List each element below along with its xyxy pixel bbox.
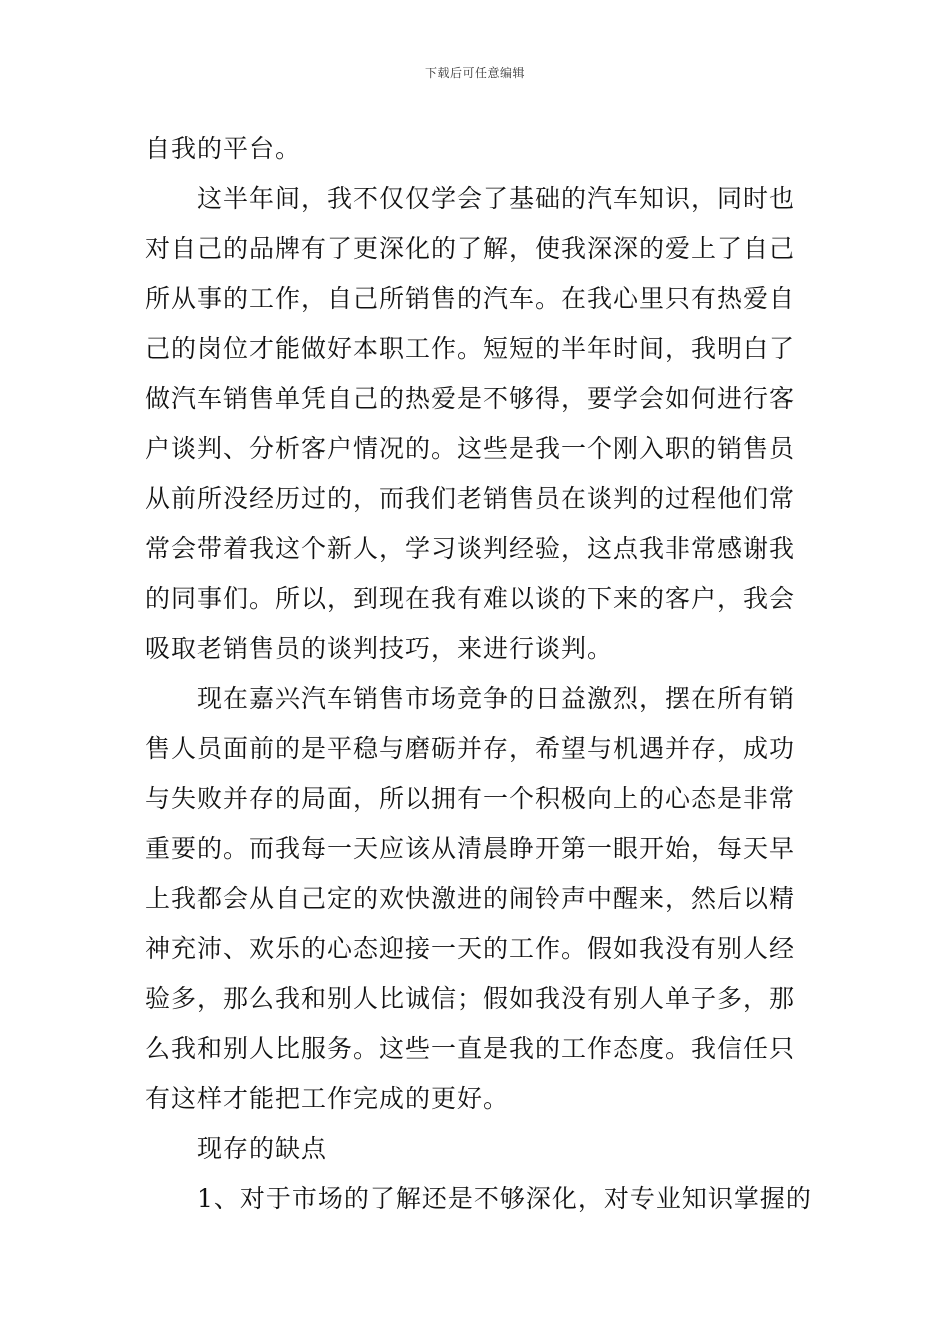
text-line: 己的岗位才能做好本职工作。短短的半年时间，我明白了 bbox=[145, 334, 796, 363]
text-line: 所从事的工作，自己所销售的汽车。在我心里只有热爱自 bbox=[145, 284, 796, 313]
body-text bbox=[145, 124, 810, 1224]
text-line: 有这样才能把工作完成的更好。 bbox=[145, 1084, 510, 1113]
text-line: 售人员面前的是平稳与磨砺并存，希望与机遇并存，成功 bbox=[145, 734, 796, 763]
text-line: 从前所没经历过的，而我们老销售员在谈判的过程他们常 bbox=[145, 484, 796, 513]
text-line: 的同事们。所以，到现在我有难以谈的下来的客户，我会 bbox=[145, 584, 796, 613]
list-item: 1、对于市场的了解还是不够深化，对专业知识掌握的 bbox=[197, 1184, 812, 1213]
paragraph-start-line: 现在嘉兴汽车销售市场竞争的日益激烈，摆在所有销 bbox=[197, 684, 796, 713]
text-line: 对自己的品牌有了更深化的了解，使我深深的爱上了自己 bbox=[145, 234, 796, 263]
text-line: 自我的平台。 bbox=[145, 134, 302, 163]
text-line: 做汽车销售单凭自己的热爱是不够得，要学会如何进行客 bbox=[145, 384, 796, 413]
section-heading: 现存的缺点 bbox=[197, 1134, 328, 1163]
text-line: 与失败并存的局面，所以拥有一个积极向上的心态是非常 bbox=[145, 784, 796, 813]
text-line: 户谈判、分析客户情况的。这些是我一个刚入职的销售员 bbox=[145, 434, 796, 463]
text-line: 重要的。而我每一天应该从清晨睁开第一眼开始，每天早 bbox=[145, 834, 796, 863]
text-line: 神充沛、欢乐的心态迎接一天的工作。假如我没有别人经 bbox=[145, 934, 796, 963]
paragraph-start-line: 这半年间，我不仅仅学会了基础的汽车知识，同时也 bbox=[197, 184, 796, 213]
text-line: 常会带着我这个新人，学习谈判经验，这点我非常感谢我 bbox=[145, 534, 796, 563]
text-line: 么我和别人比服务。这些一直是我的工作态度。我信任只 bbox=[145, 1034, 796, 1063]
text-line: 上我都会从自己定的欢快激进的闹铃声中醒来，然后以精 bbox=[145, 884, 796, 913]
text-line: 吸取老销售员的谈判技巧，来进行谈判。 bbox=[145, 634, 614, 663]
text-line: 验多，那么我和别人比诚信；假如我没有别人单子多，那 bbox=[145, 984, 796, 1013]
page-header: 下载后可任意编辑 bbox=[424, 66, 525, 80]
